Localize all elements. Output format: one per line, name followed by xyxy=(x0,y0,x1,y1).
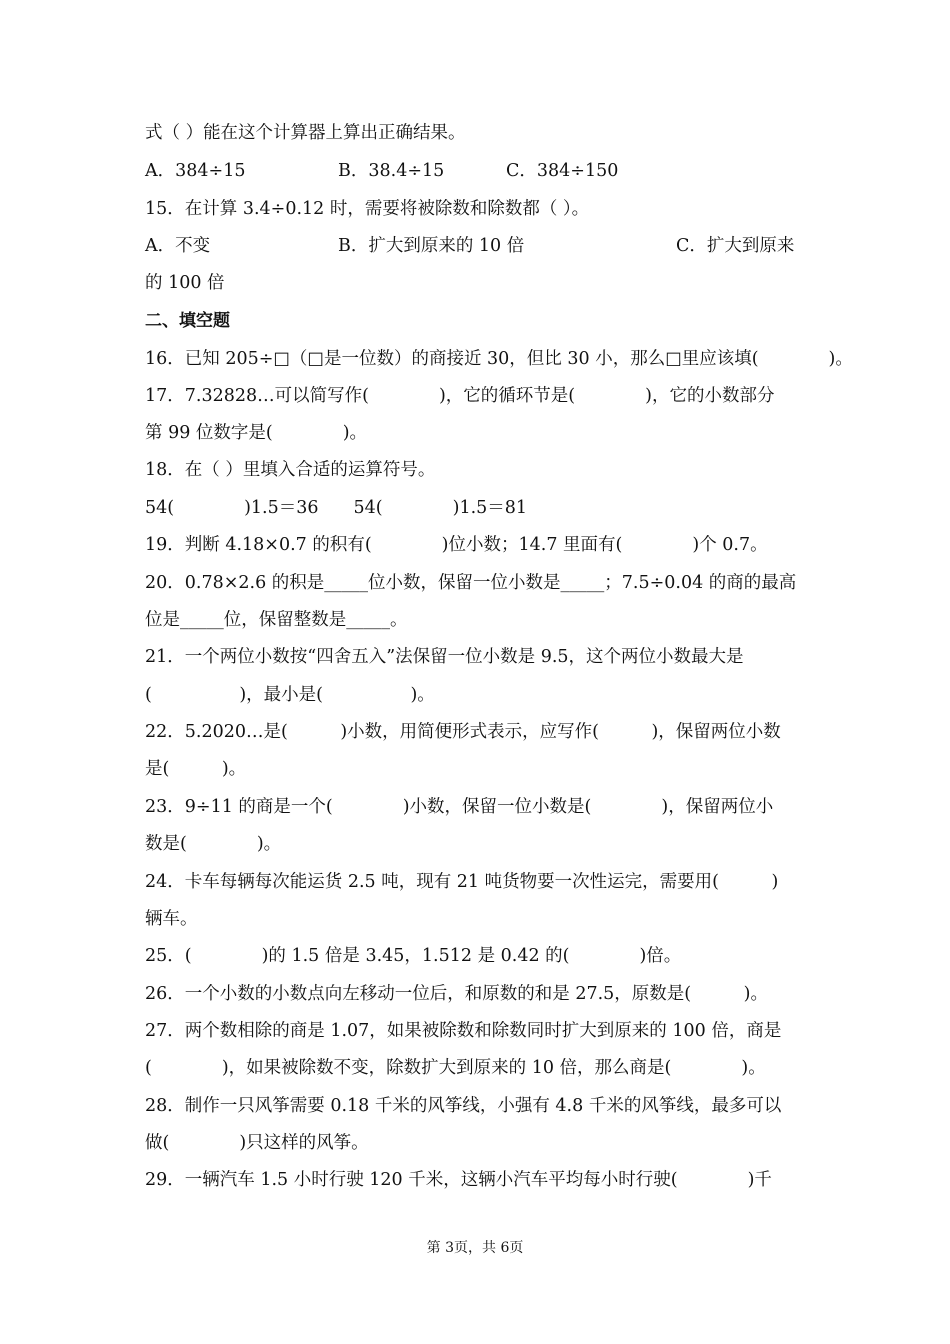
q21-continuation: ( )，最小是( )。 xyxy=(145,685,435,705)
q28-text: 28．制作一只风筝需要 0.18 千米的风筝线，小强有 4.8 千米的风筝线，最多可以 xyxy=(145,1096,782,1116)
q20-continuation: 位是_____位，保留整数是_____。 xyxy=(145,610,408,630)
q19-text: 19．判断 4.18×0.7 的积有( )位小数；14.7 里面有( )个 0.7。 xyxy=(145,535,768,555)
q14-option-a: A．384÷15 xyxy=(145,161,246,181)
q15-text: 15．在计算 3.4÷0.12 时，需要将被除数和除数都（ ）。 xyxy=(145,199,590,219)
q26-text: 26．一个小数的小数点向左移动一位后，和原数的和是 27.5，原数是( )。 xyxy=(145,984,768,1004)
q21-text: 21．一个两位小数按“四舍五入”法保留一位小数是 9.5，这个两位小数最大是 xyxy=(145,647,744,667)
q27-continuation: ( )，如果被除数不变，除数扩大到原来的 10 倍，那么商是( )。 xyxy=(145,1058,766,1078)
page-footer: 第 3页，共 6页 xyxy=(426,1240,524,1256)
q27-text: 27．两个数相除的商是 1.07，如果被除数和除数同时扩大到原来的 100 倍，商是 xyxy=(145,1021,782,1041)
q14-option-c: C．384÷150 xyxy=(506,161,619,181)
q14-continuation: 式（ ）能在这个计算器上算出正确结果。 xyxy=(145,123,466,143)
q20-text: 20．0.78×2.6 的积是_____位小数，保留一位小数是_____；7.5÷0.04 的商的最高 xyxy=(145,573,797,593)
q17-continuation: 第 99 位数字是( )。 xyxy=(145,423,368,443)
q15-option-c: C．扩大到原来 xyxy=(676,236,795,256)
q24-text: 24．卡车每辆每次能运货 2.5 吨，现有 21 吨货物要一次性运完，需要用( ) xyxy=(145,872,779,892)
q23-text: 23．9÷11 的商是一个( )小数，保留一位小数是( )，保留两位小 xyxy=(145,797,774,817)
q23-continuation: 数是( )。 xyxy=(145,834,282,854)
q25-text: 25．( )的 1.5 倍是 3.45，1.512 是 0.42 的( )倍。 xyxy=(145,946,682,966)
q18-equations: 54( )1.5＝36 54( )1.5＝81 xyxy=(145,498,528,518)
q22-text: 22．5.2020…是( )小数，用简便形式表示，应写作( )，保留两位小数 xyxy=(145,722,781,742)
q22-continuation: 是( )。 xyxy=(145,759,247,779)
q15-options xyxy=(145,232,810,260)
q16-text: 16．已知 205÷□（□是一位数）的商接近 30，但比 30 小，那么□里应该填( )。 xyxy=(145,349,853,369)
q17-text: 17．7.32828…可以简写作( )，它的循环节是( )，它的小数部分 xyxy=(145,386,775,406)
q18-text: 18．在（ ）里填入合适的运算符号。 xyxy=(145,460,436,480)
q14-options xyxy=(145,157,810,185)
q28-continuation: 做( )只这样的风筝。 xyxy=(145,1133,369,1153)
q15-option-c-continuation: 的 100 倍 xyxy=(145,273,225,293)
q15-option-b: B．扩大到原来的 10 倍 xyxy=(338,236,525,256)
q29-text: 29．一辆汽车 1.5 小时行驶 120 千米，这辆小汽车平均每小时行驶( )千 xyxy=(145,1170,772,1190)
q15-option-a: A．不变 xyxy=(145,236,211,256)
section-heading-fill-in: 二、填空题 xyxy=(145,311,230,331)
q24-continuation: 辆车。 xyxy=(145,909,198,929)
q14-option-b: B．38.4÷15 xyxy=(338,161,445,181)
